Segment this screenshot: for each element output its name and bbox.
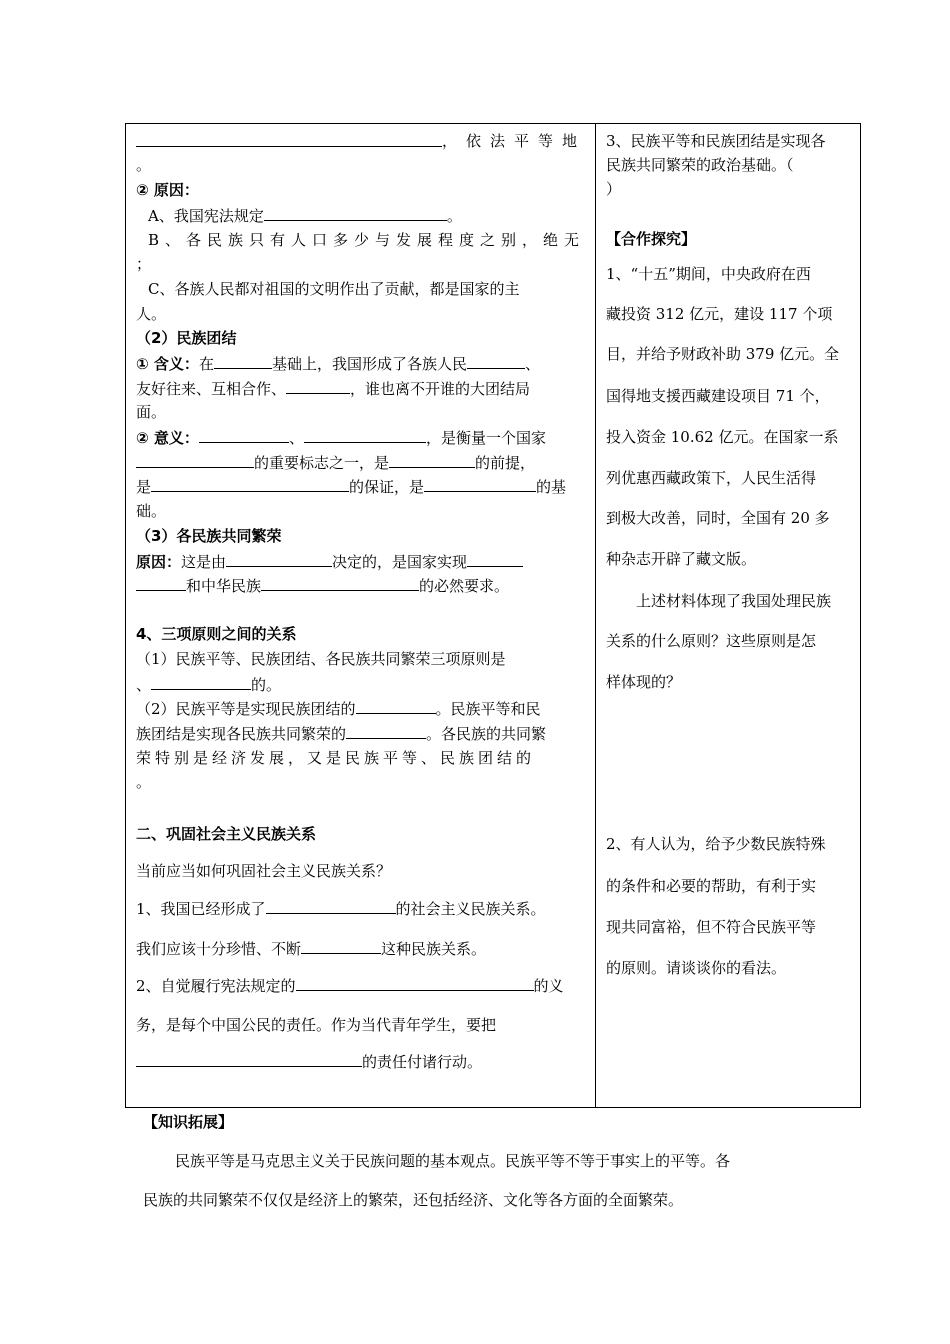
text-line: 。 [136, 773, 152, 791]
section2-question: 当前应当如何巩固社会主义民族关系？ [136, 862, 392, 880]
section2-heading: 二、巩固社会主义民族关系 [136, 825, 317, 843]
blank-field[interactable] [199, 427, 289, 443]
blank-field[interactable] [356, 698, 436, 714]
right-q2-line: 的条件和必要的帮助，有利于实 [606, 877, 817, 895]
right-q3-line-3: ） [606, 180, 622, 198]
blank-field[interactable] [261, 575, 419, 591]
blank-field[interactable] [136, 1051, 362, 1067]
material-line: 到极大改善，同时，全国有 20 多 [606, 509, 830, 527]
blank-field[interactable] [286, 378, 350, 394]
blank-field[interactable] [346, 723, 426, 739]
section2-line-3: 2、自觉履行宪法规定的 的义 [136, 977, 564, 995]
right-q2-line: 现共同富裕，但不符合民族平等 [606, 918, 817, 936]
prosperity-heading: （3）各民族共同繁荣 [136, 527, 282, 545]
blank-field[interactable] [136, 131, 442, 147]
meaning-line-1: ① 含义：在 基础上，我国形成了各族人民 、 [136, 355, 540, 373]
blank-field[interactable] [296, 975, 534, 991]
material-line: 列优惠西藏政策下，人民生活得 [606, 469, 817, 487]
blank-field[interactable] [136, 452, 254, 468]
text-line: 。 [136, 156, 152, 174]
column-divider [595, 124, 596, 1107]
meaning-line-2: 友好往来、互相合作、 ，谁也离不开谁的大团结局 [136, 380, 531, 398]
text-line: 面。 [136, 403, 167, 421]
blank-field[interactable] [136, 575, 186, 591]
text-line: 础。 [136, 502, 167, 520]
relation-line-3: （2）民族平等是实现民族团结的 。民族平等和民 [136, 700, 541, 718]
text-line: ； [136, 255, 152, 273]
significance-line-3: 是 的保证，是 的基 [136, 478, 567, 496]
material-line: 1、“十五”期间，中央政府在西 [606, 265, 811, 283]
material-line: 藏投资 312 亿元，建设 117 个项 [606, 305, 833, 323]
section2-line-4: 务，是每个中国公民的责任。作为当代青年学生，要把 [136, 1016, 497, 1034]
section2-line-1: 1、我国已经形成了 的社会主义民族关系。 [136, 900, 546, 918]
reason-b: B、各民族只有人口多少与发展程度之别，绝无 [148, 231, 586, 249]
material-line: 种杂志开辟了藏文版。 [606, 550, 757, 568]
reason-c: C、各族人民都对祖国的文明作出了贡献，都是国家的主 [148, 280, 520, 298]
text-line: 人。 [136, 305, 167, 323]
extension-line-2: 民族的共同繁荣不仅仅是经济上的繁荣，还包括经济、文化等各方面的全面繁荣。 [143, 1191, 684, 1209]
blank-field[interactable] [264, 205, 447, 221]
significance-line-1: ② 意义： 、 ，是衡量一个国家 [136, 429, 546, 447]
blank-field[interactable] [304, 427, 426, 443]
prosperity-line-1: 原因：这是由 决定的，是国家实现 [136, 551, 523, 572]
material-question-line: 关系的什么原则？这些原则是怎 [606, 632, 817, 650]
relation-line-4: 族团结是实现各民族共同繁荣的 。各民族的共同繁 [136, 725, 547, 743]
section2-line-5: 的责任付诸行动。 [136, 1051, 482, 1072]
significance-line-2: 的重要标志之一，是 的前提， [136, 452, 535, 473]
material-question-line: 样体现的？ [606, 673, 682, 691]
worksheet-table [125, 123, 861, 1108]
relation-line-2: 、 的。 [136, 676, 282, 694]
right-q2-line: 2、有人认为，给予少数民族特殊 [606, 835, 826, 853]
blank-field[interactable] [389, 452, 475, 468]
extension-heading: 【知识拓展】 [143, 1113, 234, 1131]
reason-a: A、我国宪法规定 。 [148, 207, 462, 225]
section2-line-2: 我们应该十分珍惜、不断 这种民族关系。 [136, 940, 487, 958]
extension-line-1: 民族平等是马克思主义关于民族问题的基本观点。民族平等不等于事实上的平等。各 [175, 1152, 731, 1170]
material-line: 国得地支援西藏建设项目 71 个， [606, 387, 830, 405]
blank-field[interactable] [424, 476, 536, 492]
material-question-line: 上述材料体现了我国处理民族 [636, 592, 832, 610]
blank-field[interactable] [151, 476, 349, 492]
blank-field[interactable] [467, 353, 525, 369]
blank-field[interactable] [301, 938, 381, 954]
material-line: 投入资金 10.62 亿元。在国家一系 [606, 428, 839, 446]
material-line: 目，并给予财政补助 379 亿元。全 [606, 345, 840, 363]
relation-line-5: 荣特别是经济发展，又是民族平等、民族团结的 [136, 749, 536, 767]
left-line-1: ，依法平等地 [136, 131, 586, 151]
prosperity-line-2: 和中华民族 的必然要求。 [136, 575, 509, 596]
reason-heading: ② 原因： [136, 181, 199, 199]
cooperation-heading: 【合作探究】 [606, 230, 697, 248]
relation-line-1: （1）民族平等、民族团结、各民族共同繁荣三项原则是 [136, 650, 506, 668]
blank-field[interactable] [214, 353, 272, 369]
unity-heading: （2）民族团结 [136, 329, 237, 347]
right-q3-line-2: 民族共同繁荣的政治基础。（ [606, 156, 794, 174]
right-q3-line-1: 3、民族平等和民族团结是实现各 [606, 132, 826, 150]
blank-field[interactable] [226, 551, 332, 567]
relation-heading: 4、三项原则之间的关系 [136, 625, 297, 643]
blank-field[interactable] [266, 898, 396, 914]
right-q2-line: 的原则。请谈谈你的看法。 [606, 959, 787, 977]
blank-field[interactable] [151, 674, 251, 690]
blank-field[interactable] [467, 551, 523, 567]
